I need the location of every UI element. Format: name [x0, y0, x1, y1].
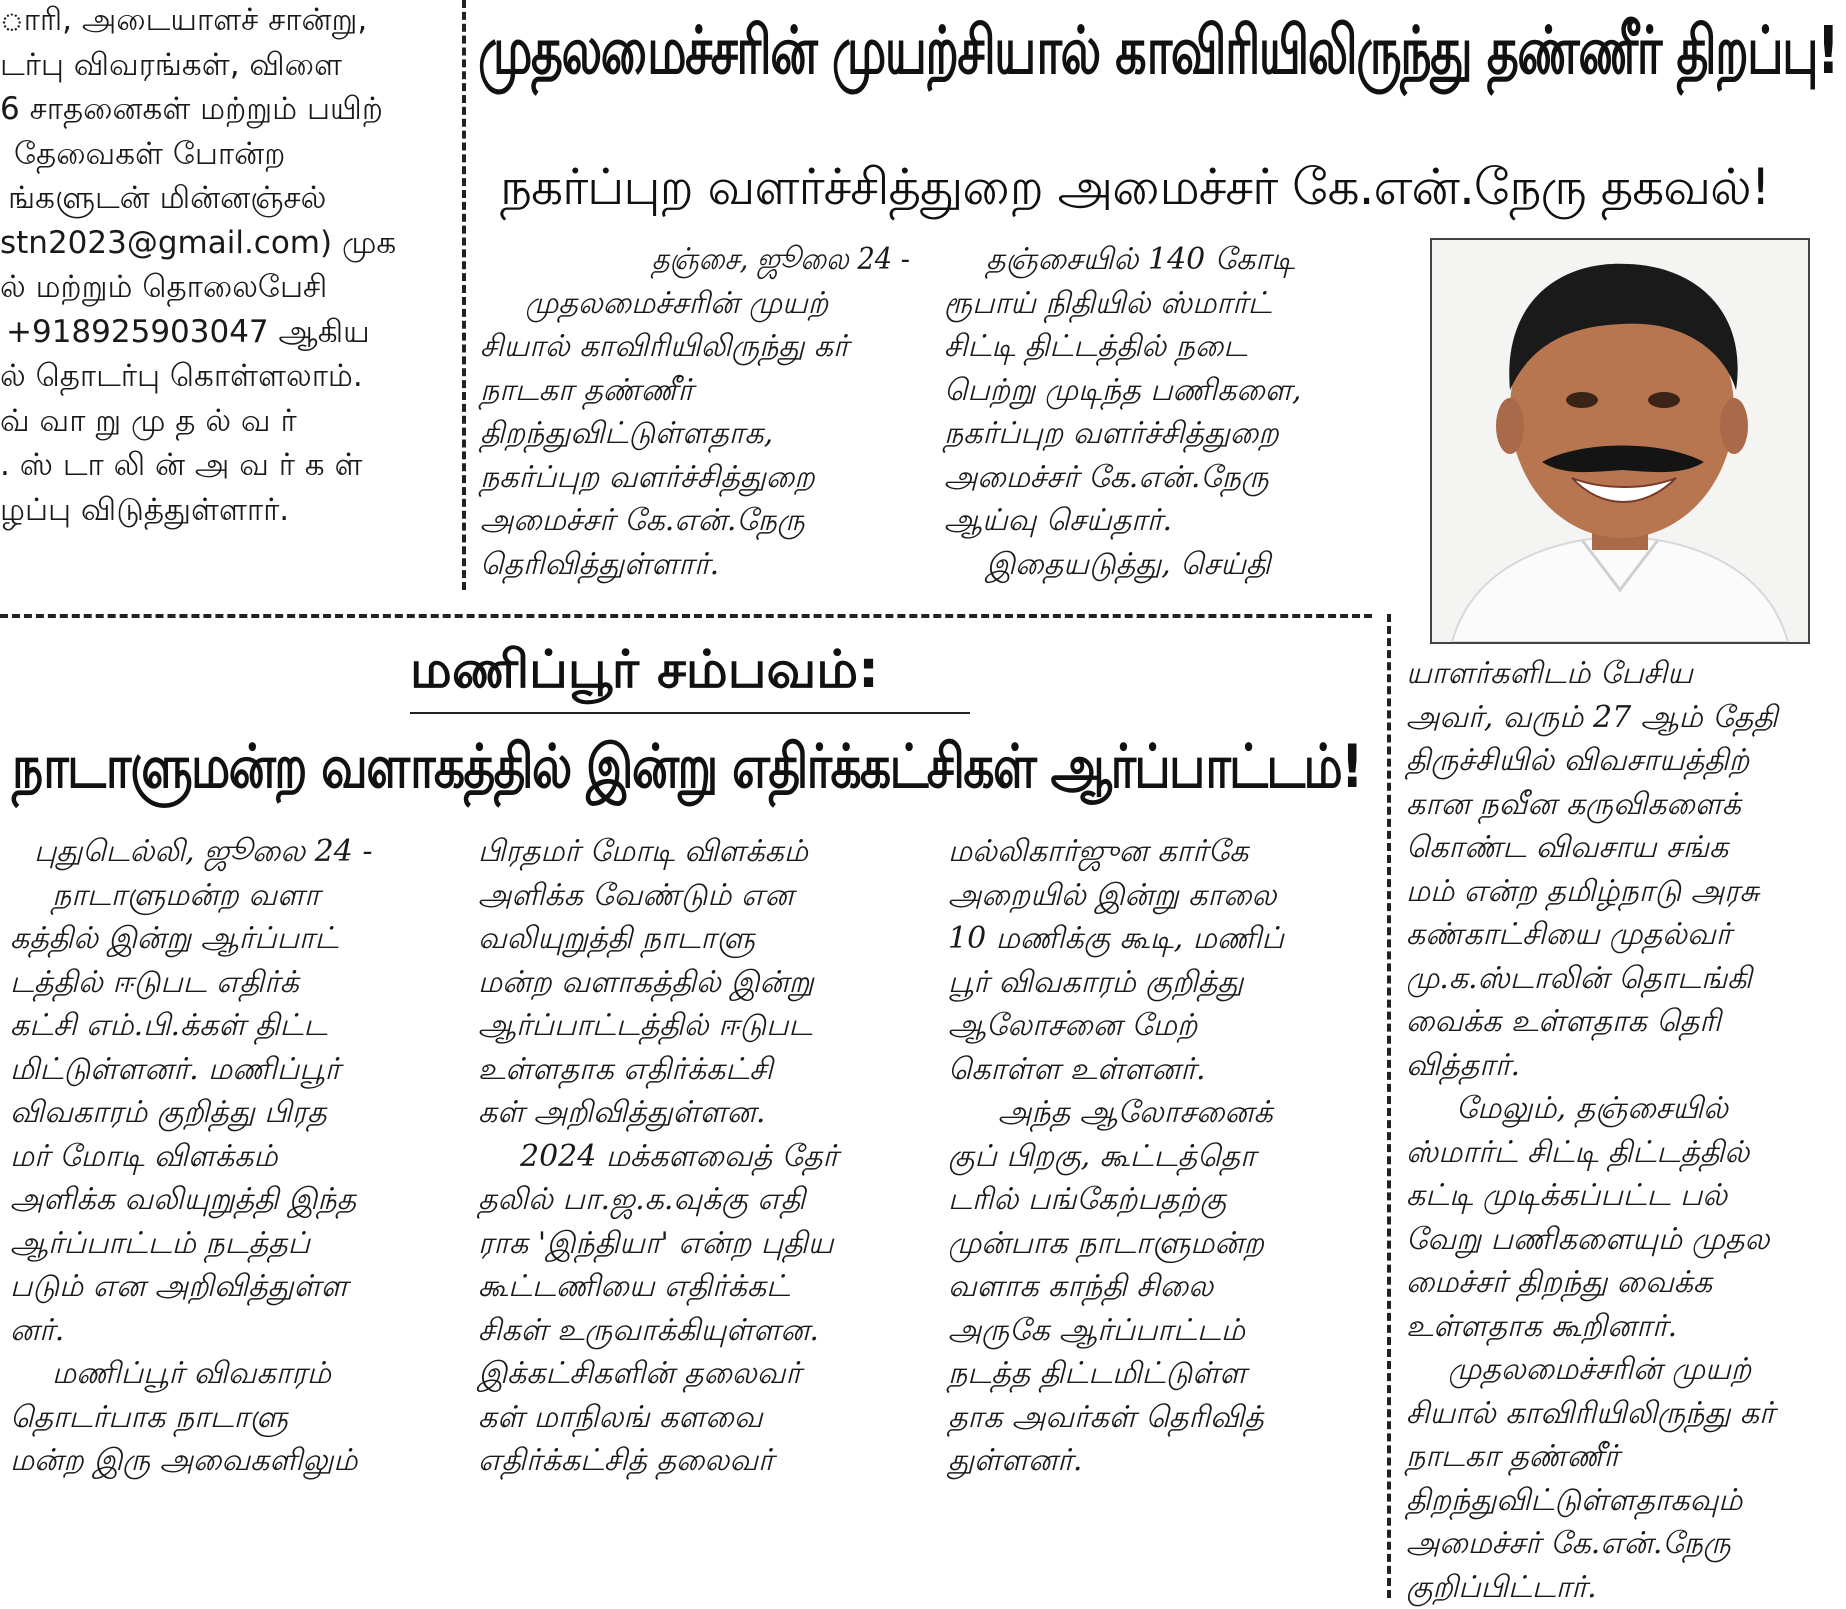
text-line: தாக அவர்கள் தெரிவித் [948, 1396, 1378, 1440]
text-line: மல்லிகார்ஜுன கார்கே [948, 830, 1378, 874]
text-line: திறந்துவிட்டுள்ளதாகவும் [1406, 1479, 1846, 1523]
text-line: ஆர்ப்பாட்டத்தில் ஈடுபட [478, 1004, 908, 1048]
text-line: வேறு பணிகளையும் முதல [1406, 1218, 1846, 1262]
text-line: கள் மாநிலங் களவை [478, 1396, 908, 1440]
text-line: மன்ற வளாகத்தில் இன்று [478, 961, 908, 1005]
text-line: சியால் காவிரியிலிருந்து கர் [480, 325, 910, 369]
text-line: மிட்டுள்ளனர். மணிப்பூர் [10, 1048, 440, 1092]
top-left-column [0, 0, 452, 532]
text-line: தெரிவித்துள்ளார். [480, 543, 910, 587]
text-line: அமைச்சர் கே.என்.நேரு [944, 456, 1374, 500]
text-line: ரூபாய் நிதியில் ஸ்மார்ட் [944, 282, 1374, 326]
text-line: அறையில் இன்று காலை [948, 874, 1378, 918]
text-line: நாடகா தண்ணீர் [480, 369, 910, 413]
text-line: இதையடுத்து, செய்தி [944, 543, 1374, 587]
section-separator [0, 614, 1372, 618]
text-line: முதலமைச்சரின் முயற் [480, 282, 910, 326]
text-line: ல் மற்றும் தொலைபேசி [0, 265, 452, 310]
text-line: வ் வா று மு த ல் வ ர் [0, 399, 452, 444]
text-line: சியால் காவிரியிலிருந்து கர் [1406, 1392, 1846, 1436]
text-line: டரில் பங்கேற்பதற்கு [948, 1178, 1378, 1222]
text-line: படும் என அறிவித்துள்ள [10, 1265, 440, 1309]
text-line: ாரி, அடையாளச் சான்று, [0, 0, 452, 43]
article2-col1 [10, 830, 440, 1483]
column-separator [462, 0, 466, 590]
text-line: நகர்ப்புற வளர்ச்சித்துறை [944, 412, 1374, 456]
text-line: மர் மோடி விளக்கம் [10, 1135, 440, 1179]
text-line: கூட்டணியை எதிர்க்கட் [478, 1265, 908, 1309]
text-line: பெற்று முடிந்த பணிகளை, [944, 369, 1374, 413]
text-line: தேவைகள் போன்ற [0, 132, 452, 177]
text-line: மேலும், தஞ்சையில் [1406, 1087, 1846, 1131]
text-line: ராக 'இந்தியா' என்ற புதிய [478, 1222, 908, 1266]
kicker-underline [410, 712, 970, 714]
text-line: பிரதமர் மோடி விளக்கம் [478, 830, 908, 874]
text-line: ல் தொடர்பு கொள்ளலாம். [0, 354, 452, 399]
text-line: கண்காட்சியை முதல்வர் [1406, 913, 1846, 957]
text-line: . ஸ் டா லி ன் அ வ ர் க ள் [0, 443, 452, 488]
text-line: அவர், வரும் 27 ஆம் தேதி [1406, 696, 1846, 740]
text-line: மணிப்பூர் விவகாரம் [10, 1352, 440, 1396]
column-separator [1387, 614, 1391, 1598]
text-line: கத்தில் இன்று ஆர்ப்பாட் [10, 917, 440, 961]
text-line: பூர் விவகாரம் குறித்து [948, 961, 1378, 1005]
text-line: stn2023@gmail.com) முக [0, 221, 452, 266]
text-line: விவகாரம் குறித்து பிரத [10, 1091, 440, 1135]
text-line: நகர்ப்புற வளர்ச்சித்துறை [480, 456, 910, 500]
text-line: மம் என்ற தமிழ்நாடு அரசு [1406, 870, 1846, 914]
text-line: ழப்பு விடுத்துள்ளார். [0, 488, 452, 533]
text-line: கள் அறிவித்துள்ளன. [478, 1091, 908, 1135]
text-line: டர்பு விவரங்கள், விளை [0, 43, 452, 88]
text-line: அளிக்க வேண்டும் என [478, 874, 908, 918]
text-line: நாடாளுமன்ற வளா [10, 874, 440, 918]
text-line: 2024 மக்களவைத் தேர் [478, 1135, 908, 1179]
article1-col1 [480, 238, 910, 586]
text-line: துள்ளனர். [948, 1439, 1378, 1483]
text-line: வைக்க உள்ளதாக தெரி [1406, 1000, 1846, 1044]
article1-col3 [1406, 652, 1846, 1609]
dateline: தஞ்சை, ஜூலை 24 - [480, 238, 910, 282]
text-line: சிட்டி திட்டத்தில் நடை [944, 325, 1374, 369]
text-line: ஆலோசனை மேற் [948, 1004, 1378, 1048]
text-line: உள்ளதாக கூறினார். [1406, 1305, 1846, 1349]
text-line: முன்பாக நாடாளுமன்ற [948, 1222, 1378, 1266]
text-line: கொள்ள உள்ளனர். [948, 1048, 1378, 1092]
text-line: யாளர்களிடம் பேசிய [1406, 652, 1846, 696]
text-line: தலில் பா.ஜ.க.வுக்கு எதி [478, 1178, 908, 1222]
text-line: அமைச்சர் கே.என்.நேரு [1406, 1522, 1846, 1566]
text-line: இக்கட்சிகளின் தலைவர் [478, 1352, 908, 1396]
text-line: 6 சாதனைகள் மற்றும் பயிற் [0, 87, 452, 132]
text-line: கான நவீன கருவிகளைக் [1406, 783, 1846, 827]
text-line: மன்ற இரு அவைகளிலும் [10, 1439, 440, 1483]
text-line: மு.க.ஸ்டாலின் தொடங்கி [1406, 957, 1846, 1001]
text-line: டத்தில் ஈடுபட எதிர்க் [10, 961, 440, 1005]
text-line: அமைச்சர் கே.என்.நேரு [480, 499, 910, 543]
text-line: நடத்த திட்டமிட்டுள்ள [948, 1352, 1378, 1396]
text-line: வளாக காந்தி சிலை [948, 1265, 1378, 1309]
text-line: ஆய்வு செய்தார். [944, 499, 1374, 543]
text-line: கட்சி எம்.பி.க்கள் திட்ட [10, 1004, 440, 1048]
text-line: நாடகா தண்ணீர் [1406, 1435, 1846, 1479]
text-line: தஞ்சையில் 140 கோடி [944, 238, 1374, 282]
article2-col2 [478, 830, 908, 1483]
text-line: எதிர்க்கட்சித் தலைவர் [478, 1439, 908, 1483]
text-line: ஆர்ப்பாட்டம் நடத்தப் [10, 1222, 440, 1266]
text-line: உள்ளதாக எதிர்க்கட்சி [478, 1048, 908, 1092]
text-line: ஸ்மார்ட் சிட்டி திட்டத்தில் [1406, 1131, 1846, 1175]
article1-subheadline: நகர்ப்புற வளர்ச்சித்துறை அமைச்சர் கே.என்.நேரு தகவல்! [500, 158, 1770, 223]
text-line: வித்தார். [1406, 1044, 1846, 1088]
text-line: னர். [10, 1309, 440, 1353]
text-line: தொடர்பாக நாடாளு [10, 1396, 440, 1440]
text-line: கட்டி முடிக்கப்பட்ட பல் [1406, 1174, 1846, 1218]
text-line: முதலமைச்சரின் முயற் [1406, 1348, 1846, 1392]
article2-col3 [948, 830, 1378, 1483]
article1-col2 [944, 238, 1374, 586]
article2-headline: நாடாளுமன்ற வளாகத்தில் இன்று எதிர்க்கட்சிகள் ஆர்ப்பாட்டம்! [12, 732, 1362, 810]
text-line: சிகள் உருவாக்கியுள்ளன. [478, 1309, 908, 1353]
text-line: அளிக்க வலியுறுத்தி இந்த [10, 1178, 440, 1222]
text-line: கொண்ட விவசாய சங்க [1406, 826, 1846, 870]
text-line: திறந்துவிட்டுள்ளதாக, [480, 412, 910, 456]
article1-headline: முதலமைச்சரின் முயற்சியால் காவிரியிலிருந்து தண்ணீர் திறப்பு! [478, 12, 1838, 98]
text-line: ங்களுடன் மின்னஞ்சல் [0, 176, 452, 221]
text-line: 10 மணிக்கு கூடி, மணிப் [948, 917, 1378, 961]
text-line: குப் பிறகு, கூட்டத்தொ [948, 1135, 1378, 1179]
text-line: வலியுறுத்தி நாடாளு [478, 917, 908, 961]
portrait-photo [1430, 238, 1810, 644]
text-line: +918925903047 ஆகிய [0, 310, 452, 355]
text-line: அந்த ஆலோசனைக் [948, 1091, 1378, 1135]
portrait-illustration [1432, 240, 1808, 642]
text-line: மைச்சர் திறந்து வைக்க [1406, 1261, 1846, 1305]
article2-kicker: மணிப்பூர் சம்பவம்: [410, 640, 879, 707]
text-line: குறிப்பிட்டார். [1406, 1566, 1846, 1609]
text-line: திருச்சியில் விவசாயத்திற் [1406, 739, 1846, 783]
text-line: அருகே ஆர்ப்பாட்டம் [948, 1309, 1378, 1353]
dateline: புதுடெல்லி, ஜூலை 24 - [10, 830, 440, 874]
